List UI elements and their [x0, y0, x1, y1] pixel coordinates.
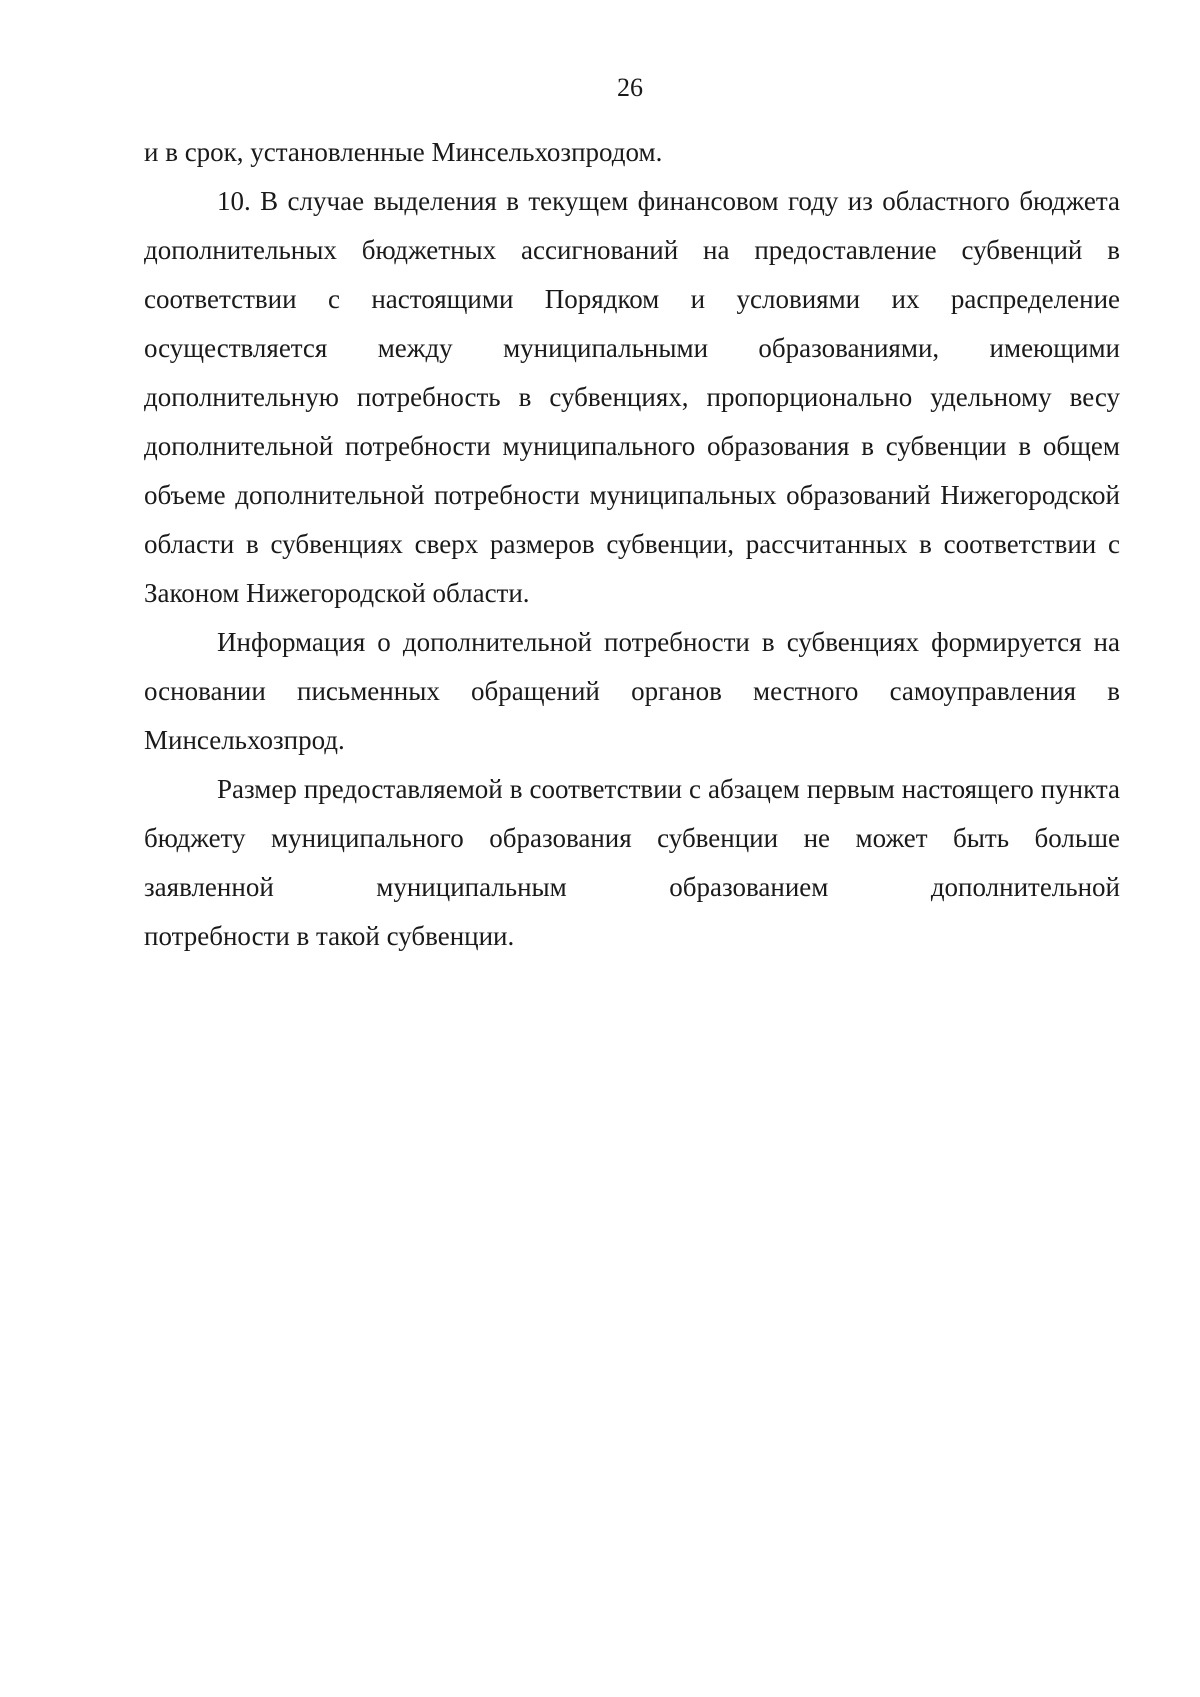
page-number: 26 — [617, 73, 643, 102]
paragraph-subvention-size-end: потребности в такой субвенции. — [144, 921, 515, 951]
document-body — [144, 128, 1120, 961]
paragraph-additional-need-info: Информация о дополнительной потребности в субвенциях формируется на основании письменных обращений органов местного самоуправления в Минсельхозпрод. — [144, 627, 1120, 755]
paragraph-subvention-size: Размер предоставляемой в соответствии с абзацем первым настоящего пункта бюджету муниципального образования субвенции не может быть больше заявленной муниципальным образованием дополнительной — [144, 774, 1120, 902]
paragraph-item-10: 10. В случае выделения в текущем финансовом году из областного бюджета дополнительных бюджетных ассигнований на предоставление субвенций в соответствии с настоящими Порядком и условиями их распределение осуществляется между муниципальными образованиями, имеющими дополнительную потребность в субвенциях, пропорционально удельному весу дополнительной потребности муниципального образования в субвенции в общем объеме дополнительной потребности муниципальных образований Нижегородской области в субвенциях сверх размеров субвенции, рассчитанных в соответствии с Законом Нижегородской области. — [144, 186, 1120, 608]
paragraph-continuation: и в срок, установленные Минсельхозпродом. — [144, 137, 663, 167]
